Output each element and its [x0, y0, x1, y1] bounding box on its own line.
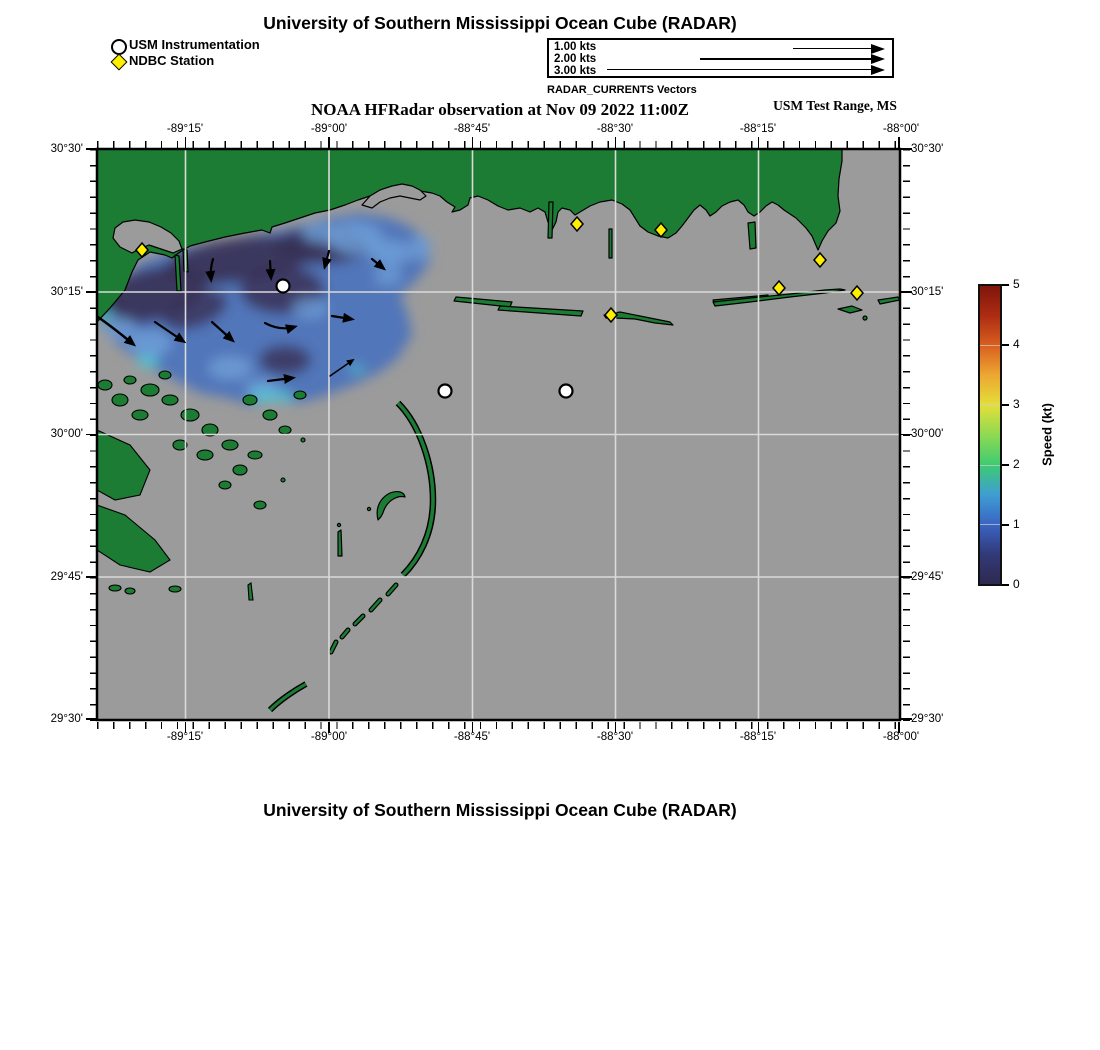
colorbar-tick [1002, 524, 1009, 526]
colorbar-tick [1002, 284, 1009, 286]
x-label-bottom: -89°00' [310, 731, 348, 743]
arrowhead-icon [871, 54, 885, 64]
y-label-left: 29°45' [50, 571, 83, 583]
y-label-left: 30°15' [50, 286, 83, 298]
colorbar-line [980, 345, 1000, 346]
x-label-top: -88°15' [739, 123, 777, 135]
colorbar-tick-label: 2 [1013, 457, 1020, 471]
colorbar-tick [1002, 584, 1009, 586]
vector-scale-2kt-arrow [700, 58, 875, 60]
x-label-top: -88°45' [453, 123, 491, 135]
x-label-bottom: -88°45' [453, 731, 491, 743]
y-label-right: 30°00' [911, 428, 944, 440]
islet [367, 507, 370, 510]
usm-instrument-marker [277, 280, 290, 293]
y-label-right: 30°30' [911, 143, 944, 155]
colorbar-tick [1002, 344, 1009, 346]
vector-scale-caption: RADAR_CURRENTS Vectors [547, 84, 697, 96]
river-spit [748, 222, 756, 249]
islet [863, 316, 867, 320]
y-label-right: 29°30' [911, 713, 944, 725]
vector-scale-3kt-label: 3.00 kts [554, 65, 597, 77]
x-label-bottom: -88°00' [882, 731, 920, 743]
current-vector [270, 261, 271, 277]
x-label-bottom: -88°15' [739, 731, 777, 743]
islet [338, 530, 342, 556]
x-label-bottom: -88°30' [596, 731, 634, 743]
range-label: USM Test Range, MS [773, 98, 897, 113]
vector-scale-3kt-arrow [607, 69, 875, 71]
usm-instrument-marker [560, 385, 573, 398]
vector-scale-box [547, 38, 894, 78]
colorbar-line [980, 465, 1000, 466]
colorbar-tick-label: 5 [1013, 277, 1020, 291]
x-label-top: -89°15' [166, 123, 204, 135]
colorbar-tick-label: 0 [1013, 577, 1020, 591]
river-spit [609, 229, 612, 258]
colorbar-line [980, 405, 1000, 406]
x-label-top: -88°00' [882, 123, 920, 135]
arrowhead-icon [871, 44, 885, 54]
y-label-left: 29°30' [50, 713, 83, 725]
colorbar-tick [1002, 464, 1009, 466]
colorbar-tick-label: 1 [1013, 517, 1020, 531]
y-label-left: 30°30' [50, 143, 83, 155]
map-canvas [87, 139, 913, 735]
vector-scale-1kt-label: 1.00 kts [554, 41, 597, 53]
usm-instrument-marker [439, 385, 452, 398]
river-spit [548, 202, 553, 238]
vector-scale-1kt-arrow [793, 48, 875, 50]
legend-ndbc-label: NDBC Station [129, 53, 215, 68]
x-label-top: -89°00' [310, 123, 348, 135]
colorbar-title: Speed (kt) [1039, 403, 1055, 466]
vector-scale-2kt-label: 2.00 kts [554, 53, 597, 65]
observation-subtitle: NOAA HFRadar observation at Nov 09 2022 11:00Z [311, 100, 689, 119]
ndbc-diamond-marker-icon [111, 54, 128, 71]
colorbar-line [980, 524, 1000, 525]
colorbar [978, 284, 1002, 586]
x-label-top: -88°30' [596, 123, 634, 135]
colorbar-tick [1002, 404, 1009, 406]
bottom-title: University of Southern Mississippi Ocean Cube (RADAR) [263, 800, 737, 820]
colorbar-tick-label: 3 [1013, 397, 1020, 411]
y-label-left: 30°00' [50, 428, 83, 440]
y-label-right: 29°45' [911, 571, 944, 583]
legend-usm-label: USM Instrumentation [129, 37, 260, 52]
islet [337, 523, 340, 526]
x-label-bottom: -89°15' [166, 731, 204, 743]
colorbar-tick-label: 4 [1013, 337, 1020, 351]
page-title: University of Southern Mississippi Ocean Cube (RADAR) [263, 13, 737, 33]
y-label-right: 30°15' [911, 286, 944, 298]
arrowhead-icon [871, 65, 885, 75]
